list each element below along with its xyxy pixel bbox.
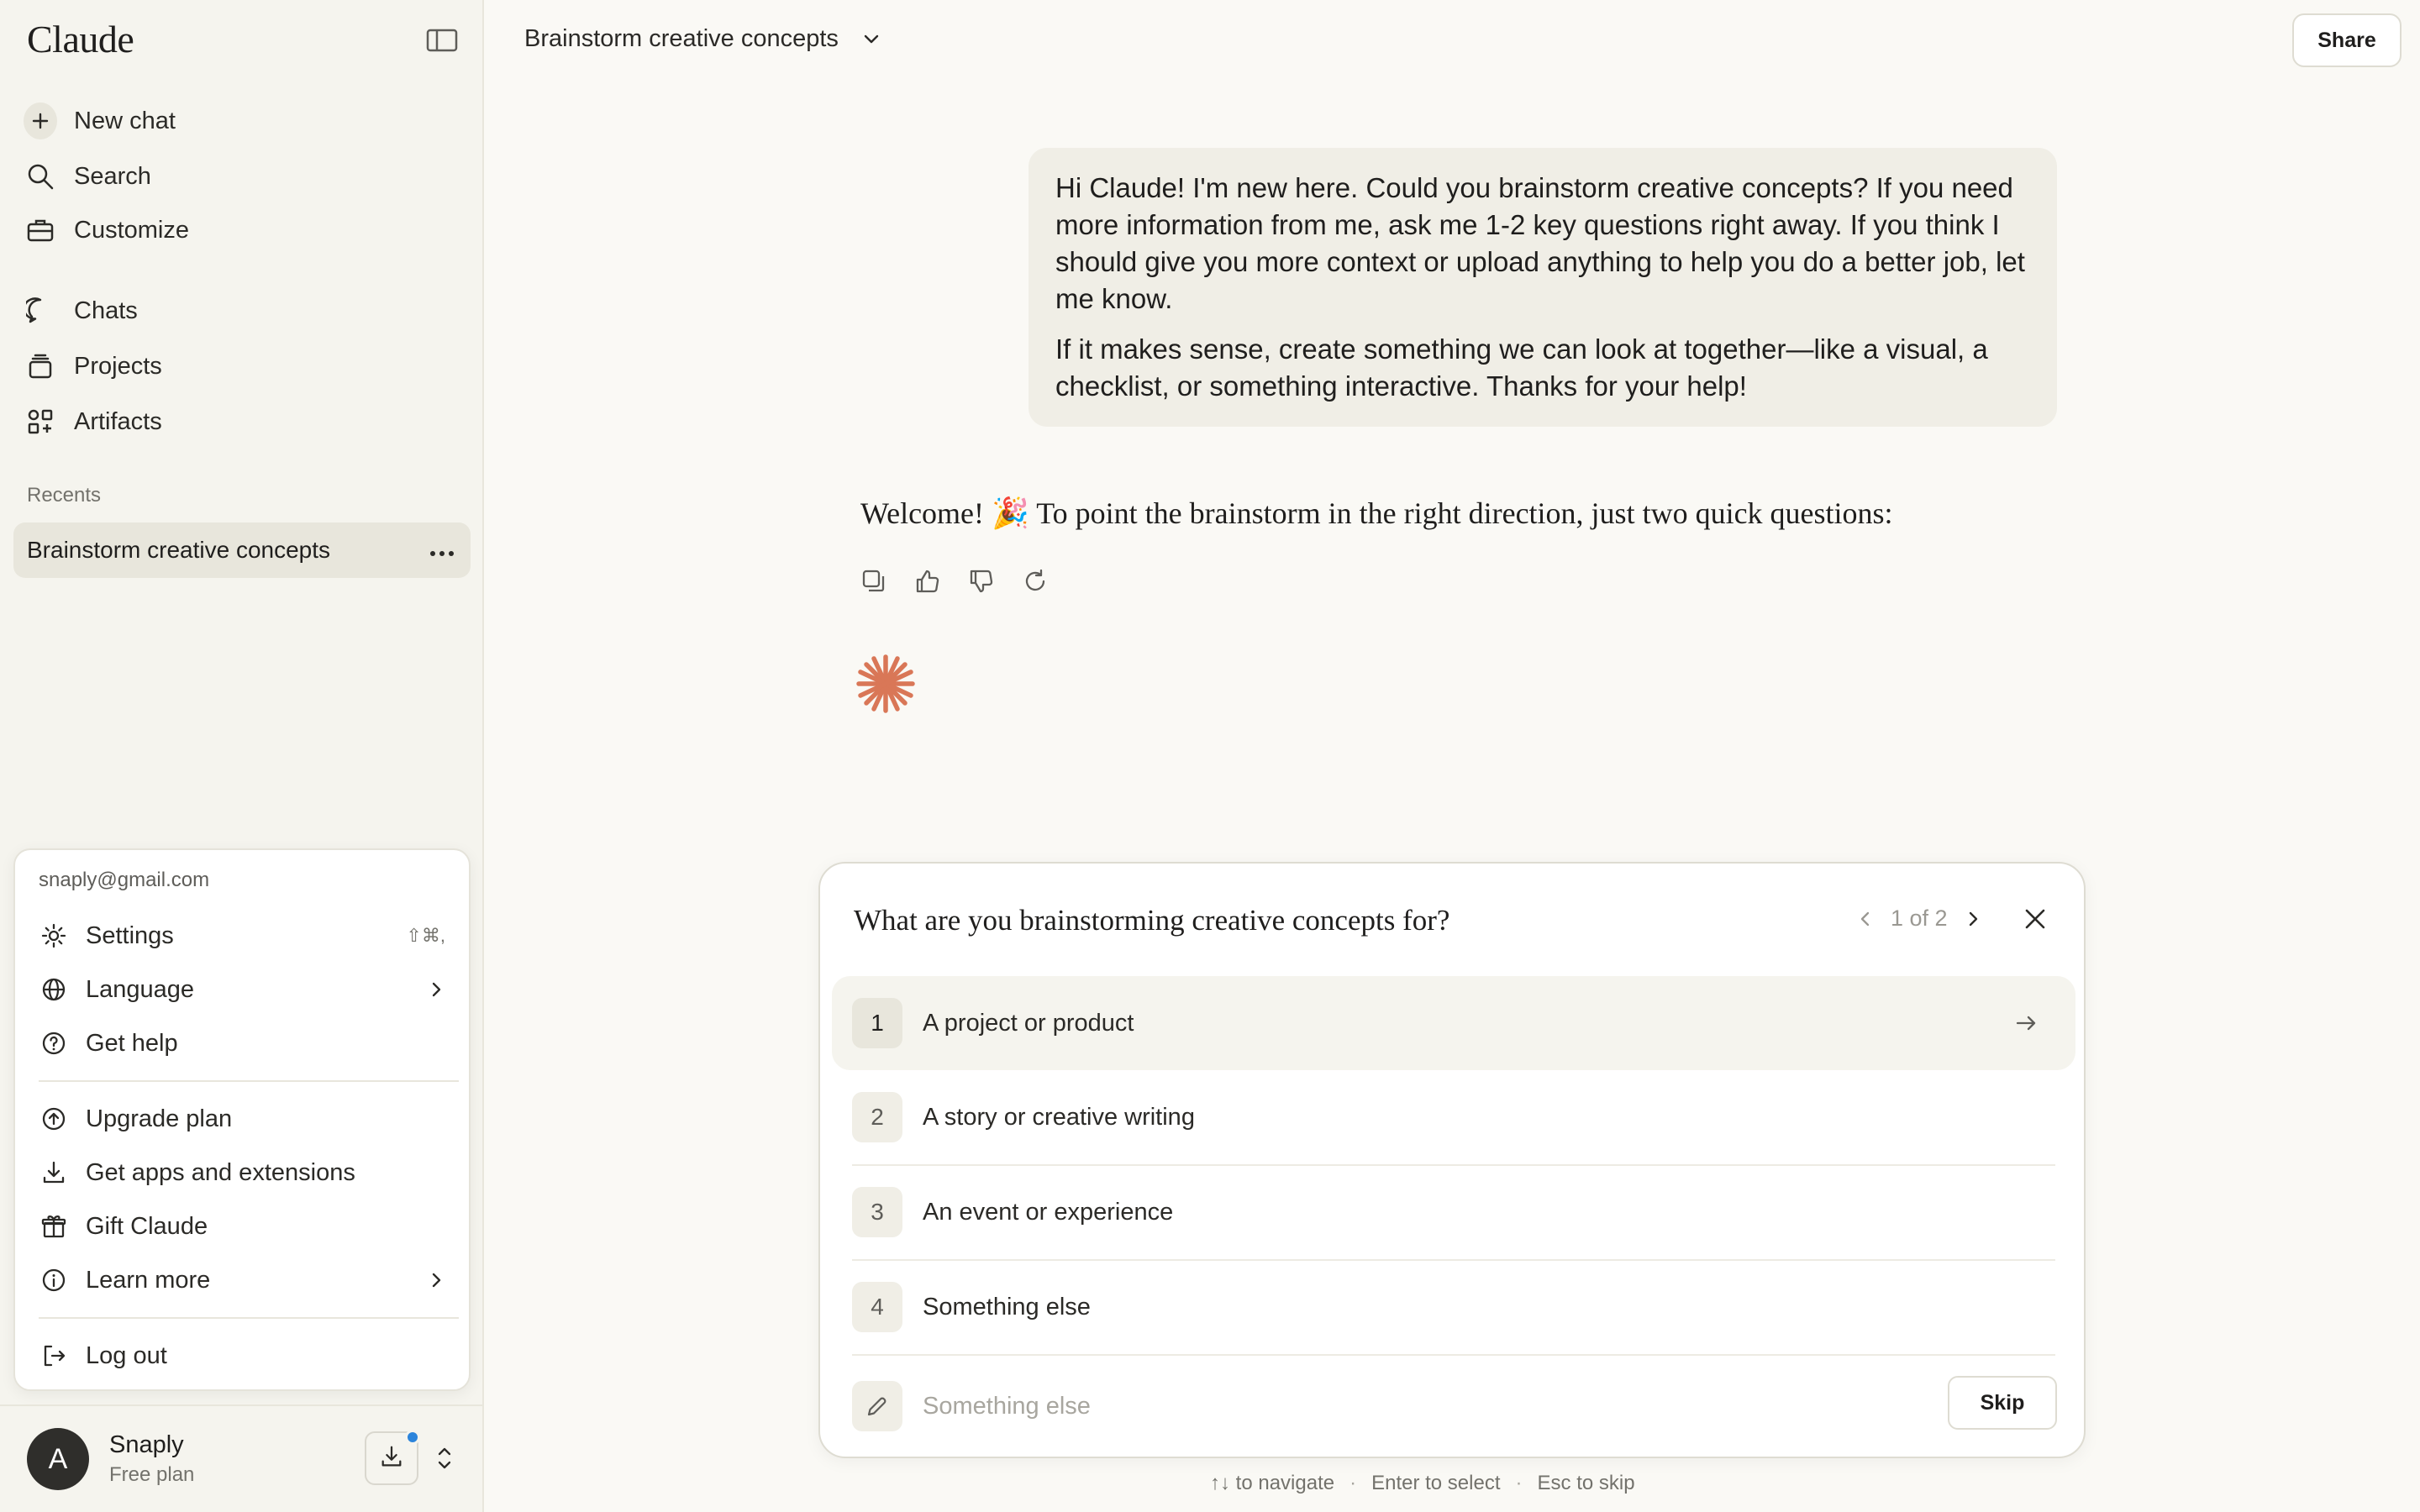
option-label: A story or creative writing xyxy=(923,1103,1195,1131)
menu-label: Upgrade plan xyxy=(86,1105,233,1132)
menu-label: Get help xyxy=(86,1029,178,1057)
menu-divider xyxy=(39,1317,459,1319)
menu-label: Get apps and extensions xyxy=(86,1158,355,1186)
menu-label: Settings xyxy=(86,921,174,949)
recent-chat-item[interactable] xyxy=(13,522,471,578)
info-icon xyxy=(39,1265,69,1295)
folder-stack-icon xyxy=(24,349,57,383)
answer-option[interactable] xyxy=(832,1165,2075,1259)
chat-bubble-icon xyxy=(24,294,57,328)
menu-item-settings[interactable] xyxy=(39,914,459,958)
user-message-paragraph: If it makes sense, create something we can look at together—like a visual, a checklist, or something interactive. Thanks for your help! xyxy=(1055,333,1988,402)
answer-option[interactable] xyxy=(832,1070,2075,1164)
thumbs-down-icon[interactable] xyxy=(966,566,997,596)
search-icon xyxy=(24,160,57,193)
user-plan: Free plan xyxy=(109,1463,195,1486)
menu-label: Gift Claude xyxy=(86,1212,208,1240)
help-circle-icon xyxy=(39,1028,69,1058)
sidebar-item-projects[interactable] xyxy=(24,344,162,388)
menu-label: Log out xyxy=(86,1341,167,1369)
menu-item-log-out[interactable] xyxy=(39,1334,459,1378)
sidebar-item-artifacts[interactable] xyxy=(24,400,162,444)
option-number: 2 xyxy=(852,1092,902,1142)
user-name: Snaply xyxy=(109,1431,184,1458)
globe-icon xyxy=(39,974,69,1005)
account-email: snaply@gmail.com xyxy=(39,869,210,891)
option-label: Something else xyxy=(923,1293,1091,1320)
keyboard-hints xyxy=(1210,1472,1635,1495)
user-message-paragraph: Hi Claude! I'm new here. Could you brainstorm creative concepts? If you need more information from me, ask me 1-2 key questions right away. If you think I should give you more context or upload anything to help you do a better job, let me know. xyxy=(1055,172,2025,314)
menu-item-get-apps[interactable] xyxy=(39,1151,459,1194)
user-account-row[interactable] xyxy=(0,1404,484,1512)
menu-label: Learn more xyxy=(86,1266,211,1294)
menu-divider xyxy=(39,1080,459,1082)
chevron-right-icon xyxy=(427,980,445,999)
sidebar-item-chats[interactable] xyxy=(24,289,138,333)
nav-label: Artifacts xyxy=(74,407,162,435)
copy-icon[interactable] xyxy=(859,566,889,596)
app-logo[interactable]: Claude xyxy=(27,18,134,60)
option-number: 3 xyxy=(852,1187,902,1237)
option-label: A project or product xyxy=(923,1009,1134,1037)
menu-label: Language xyxy=(86,975,195,1003)
chevron-down-icon xyxy=(860,29,882,50)
nav-label: Customize xyxy=(74,216,189,244)
avatar[interactable]: A xyxy=(27,1428,89,1490)
gear-icon xyxy=(39,921,69,951)
upgrade-arrow-icon xyxy=(39,1104,69,1134)
message-actions xyxy=(859,566,1050,596)
recent-chat-label: Brainstorm creative concepts xyxy=(27,537,331,563)
share-button[interactable]: Share xyxy=(2292,13,2402,67)
question-text: What are you brainstorming creative concepts for? xyxy=(854,904,1450,937)
page-title: Brainstorm creative concepts xyxy=(524,25,839,52)
artifacts-grid-icon xyxy=(24,405,57,438)
download-icon xyxy=(379,1444,404,1473)
option-number: 4 xyxy=(852,1282,902,1332)
menu-item-get-help[interactable] xyxy=(39,1021,459,1065)
assistant-message: Welcome! 🎉 To point the brainstorm in the right direction, just two quick questions: xyxy=(860,496,1893,530)
hint-select: Enter to select xyxy=(1371,1472,1501,1494)
gift-icon xyxy=(39,1211,69,1242)
retry-icon[interactable] xyxy=(1020,566,1050,596)
nav-label: Chats xyxy=(74,297,138,324)
conversation-title-button[interactable] xyxy=(524,25,882,53)
log-out-icon xyxy=(39,1341,69,1371)
search-button[interactable] xyxy=(24,155,151,198)
answer-option[interactable] xyxy=(832,1260,2075,1354)
option-number: 1 xyxy=(852,998,902,1048)
account-menu xyxy=(13,848,471,1391)
hint-navigate: ↑↓ to navigate xyxy=(1210,1472,1335,1494)
customize-button[interactable] xyxy=(24,208,189,252)
close-icon[interactable] xyxy=(2018,902,2052,936)
menu-item-gift-claude[interactable] xyxy=(39,1205,459,1248)
custom-answer-input[interactable] xyxy=(923,1393,1847,1420)
nav-label: New chat xyxy=(74,107,176,134)
plus-icon xyxy=(24,104,57,138)
menu-item-learn-more[interactable] xyxy=(39,1258,459,1302)
download-app-button[interactable] xyxy=(365,1431,418,1485)
chevron-left-icon[interactable] xyxy=(1854,907,1877,931)
notification-dot xyxy=(405,1430,420,1445)
sidebar xyxy=(0,0,484,1512)
nav-label: Projects xyxy=(74,352,162,380)
chevron-right-icon xyxy=(427,1271,445,1289)
settings-shortcut: ⇧⌘, xyxy=(406,925,445,946)
pager-label: 1 of 2 xyxy=(1891,906,1948,931)
menu-item-language[interactable] xyxy=(39,968,459,1011)
thumbs-up-icon[interactable] xyxy=(913,566,943,596)
option-divider xyxy=(852,1354,2055,1356)
hint-skip: Esc to skip xyxy=(1537,1472,1635,1494)
new-chat-button[interactable] xyxy=(24,99,176,143)
answer-option[interactable] xyxy=(832,976,2075,1070)
question-panel xyxy=(818,862,2086,1458)
recents-heading: Recents xyxy=(27,484,102,507)
more-options-icon[interactable] xyxy=(429,541,455,558)
option-label: An event or experience xyxy=(923,1198,1174,1226)
briefcase-icon xyxy=(24,213,57,247)
hint-separator: · xyxy=(1349,1472,1357,1494)
pencil-icon xyxy=(852,1381,902,1431)
question-pager xyxy=(1854,906,1985,932)
chevron-right-icon[interactable] xyxy=(1961,907,1985,931)
hint-separator: · xyxy=(1515,1472,1523,1494)
arrow-right-icon xyxy=(2013,1011,2039,1036)
claude-spark-icon xyxy=(855,654,916,714)
user-message xyxy=(1028,148,2057,427)
nav-label: Search xyxy=(74,162,151,190)
sidebar-toggle-icon[interactable] xyxy=(425,27,459,54)
menu-item-upgrade-plan[interactable] xyxy=(39,1097,459,1141)
download-icon xyxy=(39,1158,69,1188)
skip-button[interactable]: Skip xyxy=(1948,1376,2057,1430)
chevron-up-down-icon[interactable] xyxy=(435,1443,454,1473)
custom-answer-row xyxy=(832,1373,2075,1440)
